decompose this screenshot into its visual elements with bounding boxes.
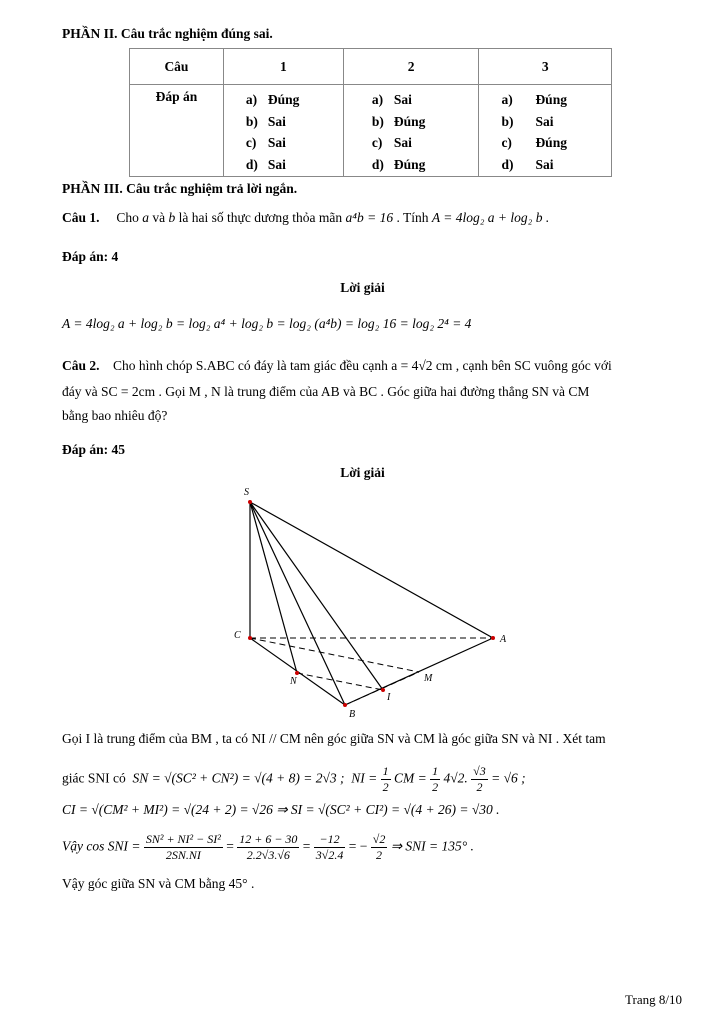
- label-M: M: [424, 673, 433, 684]
- point-N: [295, 671, 299, 675]
- page-number: Trang 8/10: [625, 992, 682, 1007]
- answers-q1: a) Đúng b) Sai c) Sai d) Sai: [223, 85, 343, 177]
- pyramid-figure: [225, 485, 515, 720]
- question-2: [62, 358, 677, 374]
- segment-NI-hidden: [297, 673, 383, 690]
- point-C: [248, 636, 252, 640]
- label-N: N: [290, 676, 297, 687]
- table-header-cau: Câu: [130, 49, 224, 85]
- q2-line2: đáy và SC = 2cm . Gọi M , N là trung điểm của AB và BC . Góc giữa hai đường thẳng SN và CM: [62, 384, 590, 399]
- q1-solution: A = 4log₂ a + log₂ b = log₂ a⁴ + log₂ b = log₂ (a⁴b) = log₂ 16 = log₂ 2⁴ = 4: [62, 316, 472, 331]
- q2-label: Câu 2.: [62, 358, 100, 373]
- table-row-header: Đáp án: [130, 85, 224, 177]
- q2-sol1: Gọi I là trung điểm của BM , ta có NI // CM nên góc giữa SN và CM là góc giữa SN và NI . Xét tam: [62, 731, 606, 746]
- q2-solution-title: Lời giải: [340, 465, 385, 480]
- table-header-q2: 2: [343, 49, 479, 85]
- table-header-q3: 3: [479, 49, 612, 85]
- label-I: I: [387, 692, 391, 703]
- q2-sol2: giác SNI có SN = √(SC² + CN²) = √(4 + 8) = 2√3 ; NI = $\frac{1}{2}$ CM = $\frac{1}{2}$ 4√2. $\frac{√3}{2}$ = √6 ;: [62, 764, 526, 794]
- edge-SA: [250, 502, 493, 638]
- label-A: A: [500, 634, 507, 645]
- q2-sol4: Vậy cos SNI = $\frac{\text{SN² + NI² − SI²}}{2SN.NI}$ = $\frac{12 + 6 - 30}{2.2√3.√6}$ = $\frac{-12}{3√2.4}$ = − $\frac{√2}{2}$ ⇒ SNI = 135° .: [62, 832, 474, 862]
- q2-sol3: CI = √(CM² + MI²) = √(24 + 2) = √26 ⇒ SI = √(SC² + CI²) = √(4 + 26) = √30 .: [62, 802, 500, 817]
- table-header-q1: 1: [223, 49, 343, 85]
- q2-line3: bằng bao nhiêu độ?: [62, 408, 168, 423]
- answers-q3: a) Đúng b) Sai c) Đúng d) Sai: [479, 85, 612, 177]
- q1-solution-title: Lời giải: [340, 280, 385, 295]
- answer-table: [129, 48, 612, 177]
- segment-CM-hidden: [250, 638, 419, 672]
- point-B: [343, 703, 347, 707]
- label-S: S: [244, 487, 249, 498]
- q2-answer: Đáp án: 45: [62, 442, 126, 457]
- point-A: [491, 636, 495, 640]
- point-I: [381, 688, 385, 692]
- label-C: C: [234, 630, 241, 641]
- q2-line1: Cho hình chóp S.ABC có đáy là tam giác đều cạnh a = 4√2 cm , cạnh bên SC vuông góc với: [113, 358, 612, 373]
- edge-SI: [250, 502, 383, 690]
- part3-heading: PHẦN III. Câu trắc nghiệm trả lời ngắn.: [62, 181, 298, 196]
- q1-answer: Đáp án: 4: [62, 249, 119, 264]
- q2-sol5: Vậy góc giữa SN và CM bằng 45° .: [62, 876, 255, 891]
- label-B: B: [349, 709, 356, 720]
- answers-q2: a) Sai b) Đúng c) Sai d) Đúng: [343, 85, 479, 177]
- part2-heading: PHẦN II. Câu trắc nghiệm đúng sai.: [62, 26, 273, 41]
- question-1: Câu 1. Cho a và b là hai số thực dương thỏa mãn a⁴b = 16 . Tính A = 4log₂ a + log₂ b .: [62, 210, 550, 225]
- point-S: [248, 500, 252, 504]
